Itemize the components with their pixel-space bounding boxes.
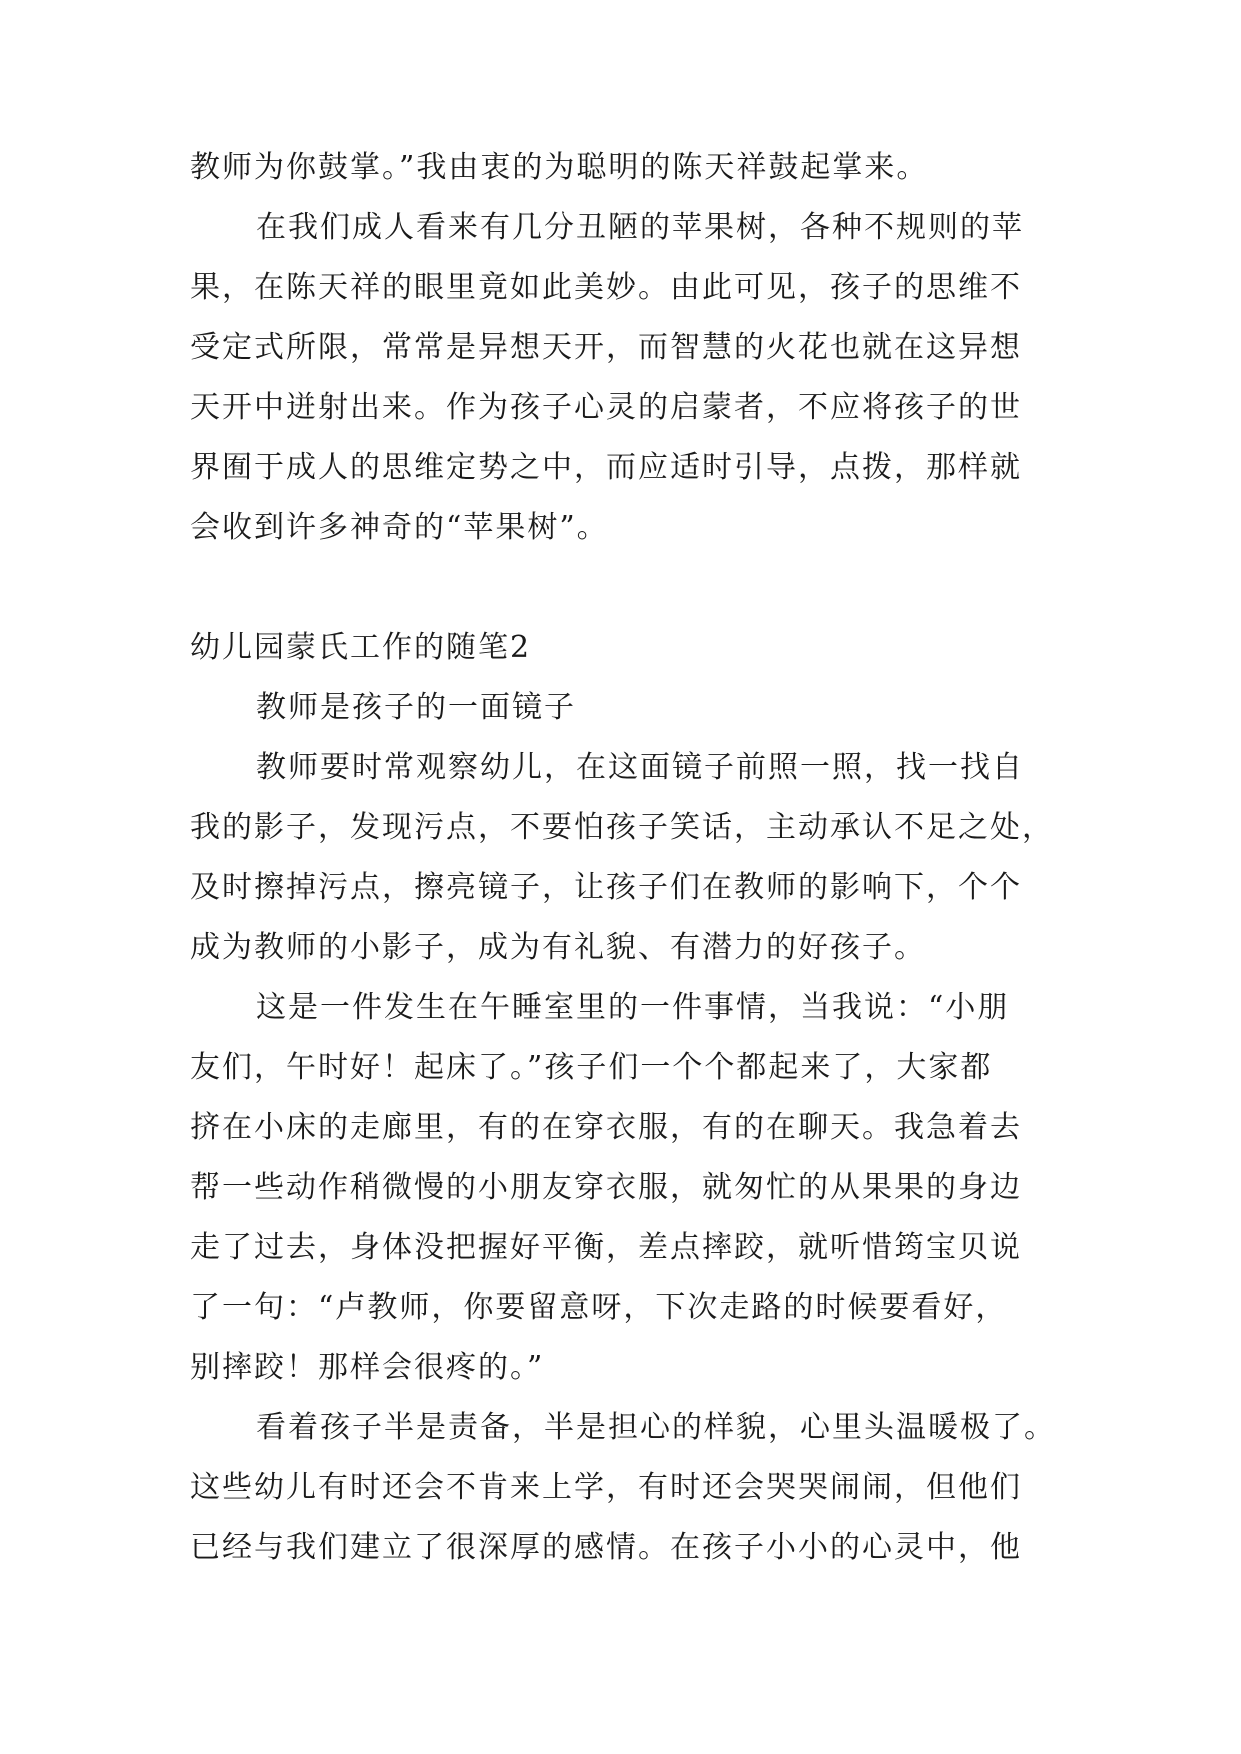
paragraph-line: 这些幼儿有时还会不肯来上学，有时还会哭哭闹闹，但他们 bbox=[190, 1470, 1022, 1505]
paragraph-line: 挤在小床的走廊里，有的在穿衣服，有的在聊天。我急着去 bbox=[190, 1110, 1022, 1145]
paragraph-line: 了一句：“卢教师，你要留意呀，下次走路的时候要看好， bbox=[190, 1290, 1008, 1325]
paragraph-line: 我的影子，发现污点，不要怕孩子笑话，主动承认不足之处， bbox=[190, 810, 1054, 845]
paragraph-line: 教师为你鼓掌。”我由衷的为聪明的陈天祥鼓起掌来。 bbox=[190, 150, 929, 185]
paragraph-line: 帮一些动作稍微慢的小朋友穿衣服，就匆忙的从果果的身边 bbox=[190, 1170, 1022, 1205]
paragraph-line: 已经与我们建立了很深厚的感情。在孩子小小的心灵中，他 bbox=[190, 1530, 1022, 1565]
paragraph-line: 走了过去，身体没把握好平衡，差点摔跤，就听惜筠宝贝说 bbox=[190, 1230, 1022, 1265]
paragraph-line: 果，在陈天祥的眼里竟如此美妙。由此可见，孩子的思维不 bbox=[190, 270, 1022, 305]
paragraph-line: 看着孩子半是责备，半是担心的样貌，心里头温暖极了。 bbox=[256, 1410, 1056, 1445]
paragraph-line: 天开中迸射出来。作为孩子心灵的启蒙者，不应将孩子的世 bbox=[190, 390, 1022, 425]
paragraph-line: 及时擦掉污点，擦亮镜子，让孩子们在教师的影响下，个个 bbox=[190, 870, 1022, 905]
paragraph-line: 这是一件发生在午睡室里的一件事情，当我说：“小朋 bbox=[256, 990, 1010, 1025]
paragraph-line: 界囿于成人的思维定势之中，而应适时引导，点拨，那样就 bbox=[190, 450, 1022, 485]
paragraph-line: 教师要时常观察幼儿，在这面镜子前照一照，找一找自 bbox=[256, 750, 1024, 785]
paragraph-line: 在我们成人看来有几分丑陋的苹果树，各种不规则的苹 bbox=[256, 210, 1024, 245]
section-heading: 幼儿园蒙氏工作的随笔2 bbox=[190, 630, 532, 665]
paragraph-line: 会收到许多神奇的“苹果树”。 bbox=[190, 510, 609, 545]
paragraph-line: 友们，午时好！起床了。”孩子们一个个都起来了，大家都 bbox=[190, 1050, 993, 1085]
section-subheading: 教师是孩子的一面镜子 bbox=[256, 690, 576, 725]
paragraph-line: 受定式所限，常常是异想天开，而智慧的火花也就在这异想 bbox=[190, 330, 1022, 365]
paragraph-line: 成为教师的小影子，成为有礼貌、有潜力的好孩子。 bbox=[190, 930, 926, 965]
paragraph-line: 别摔跤！那样会很疼的。” bbox=[190, 1350, 545, 1385]
